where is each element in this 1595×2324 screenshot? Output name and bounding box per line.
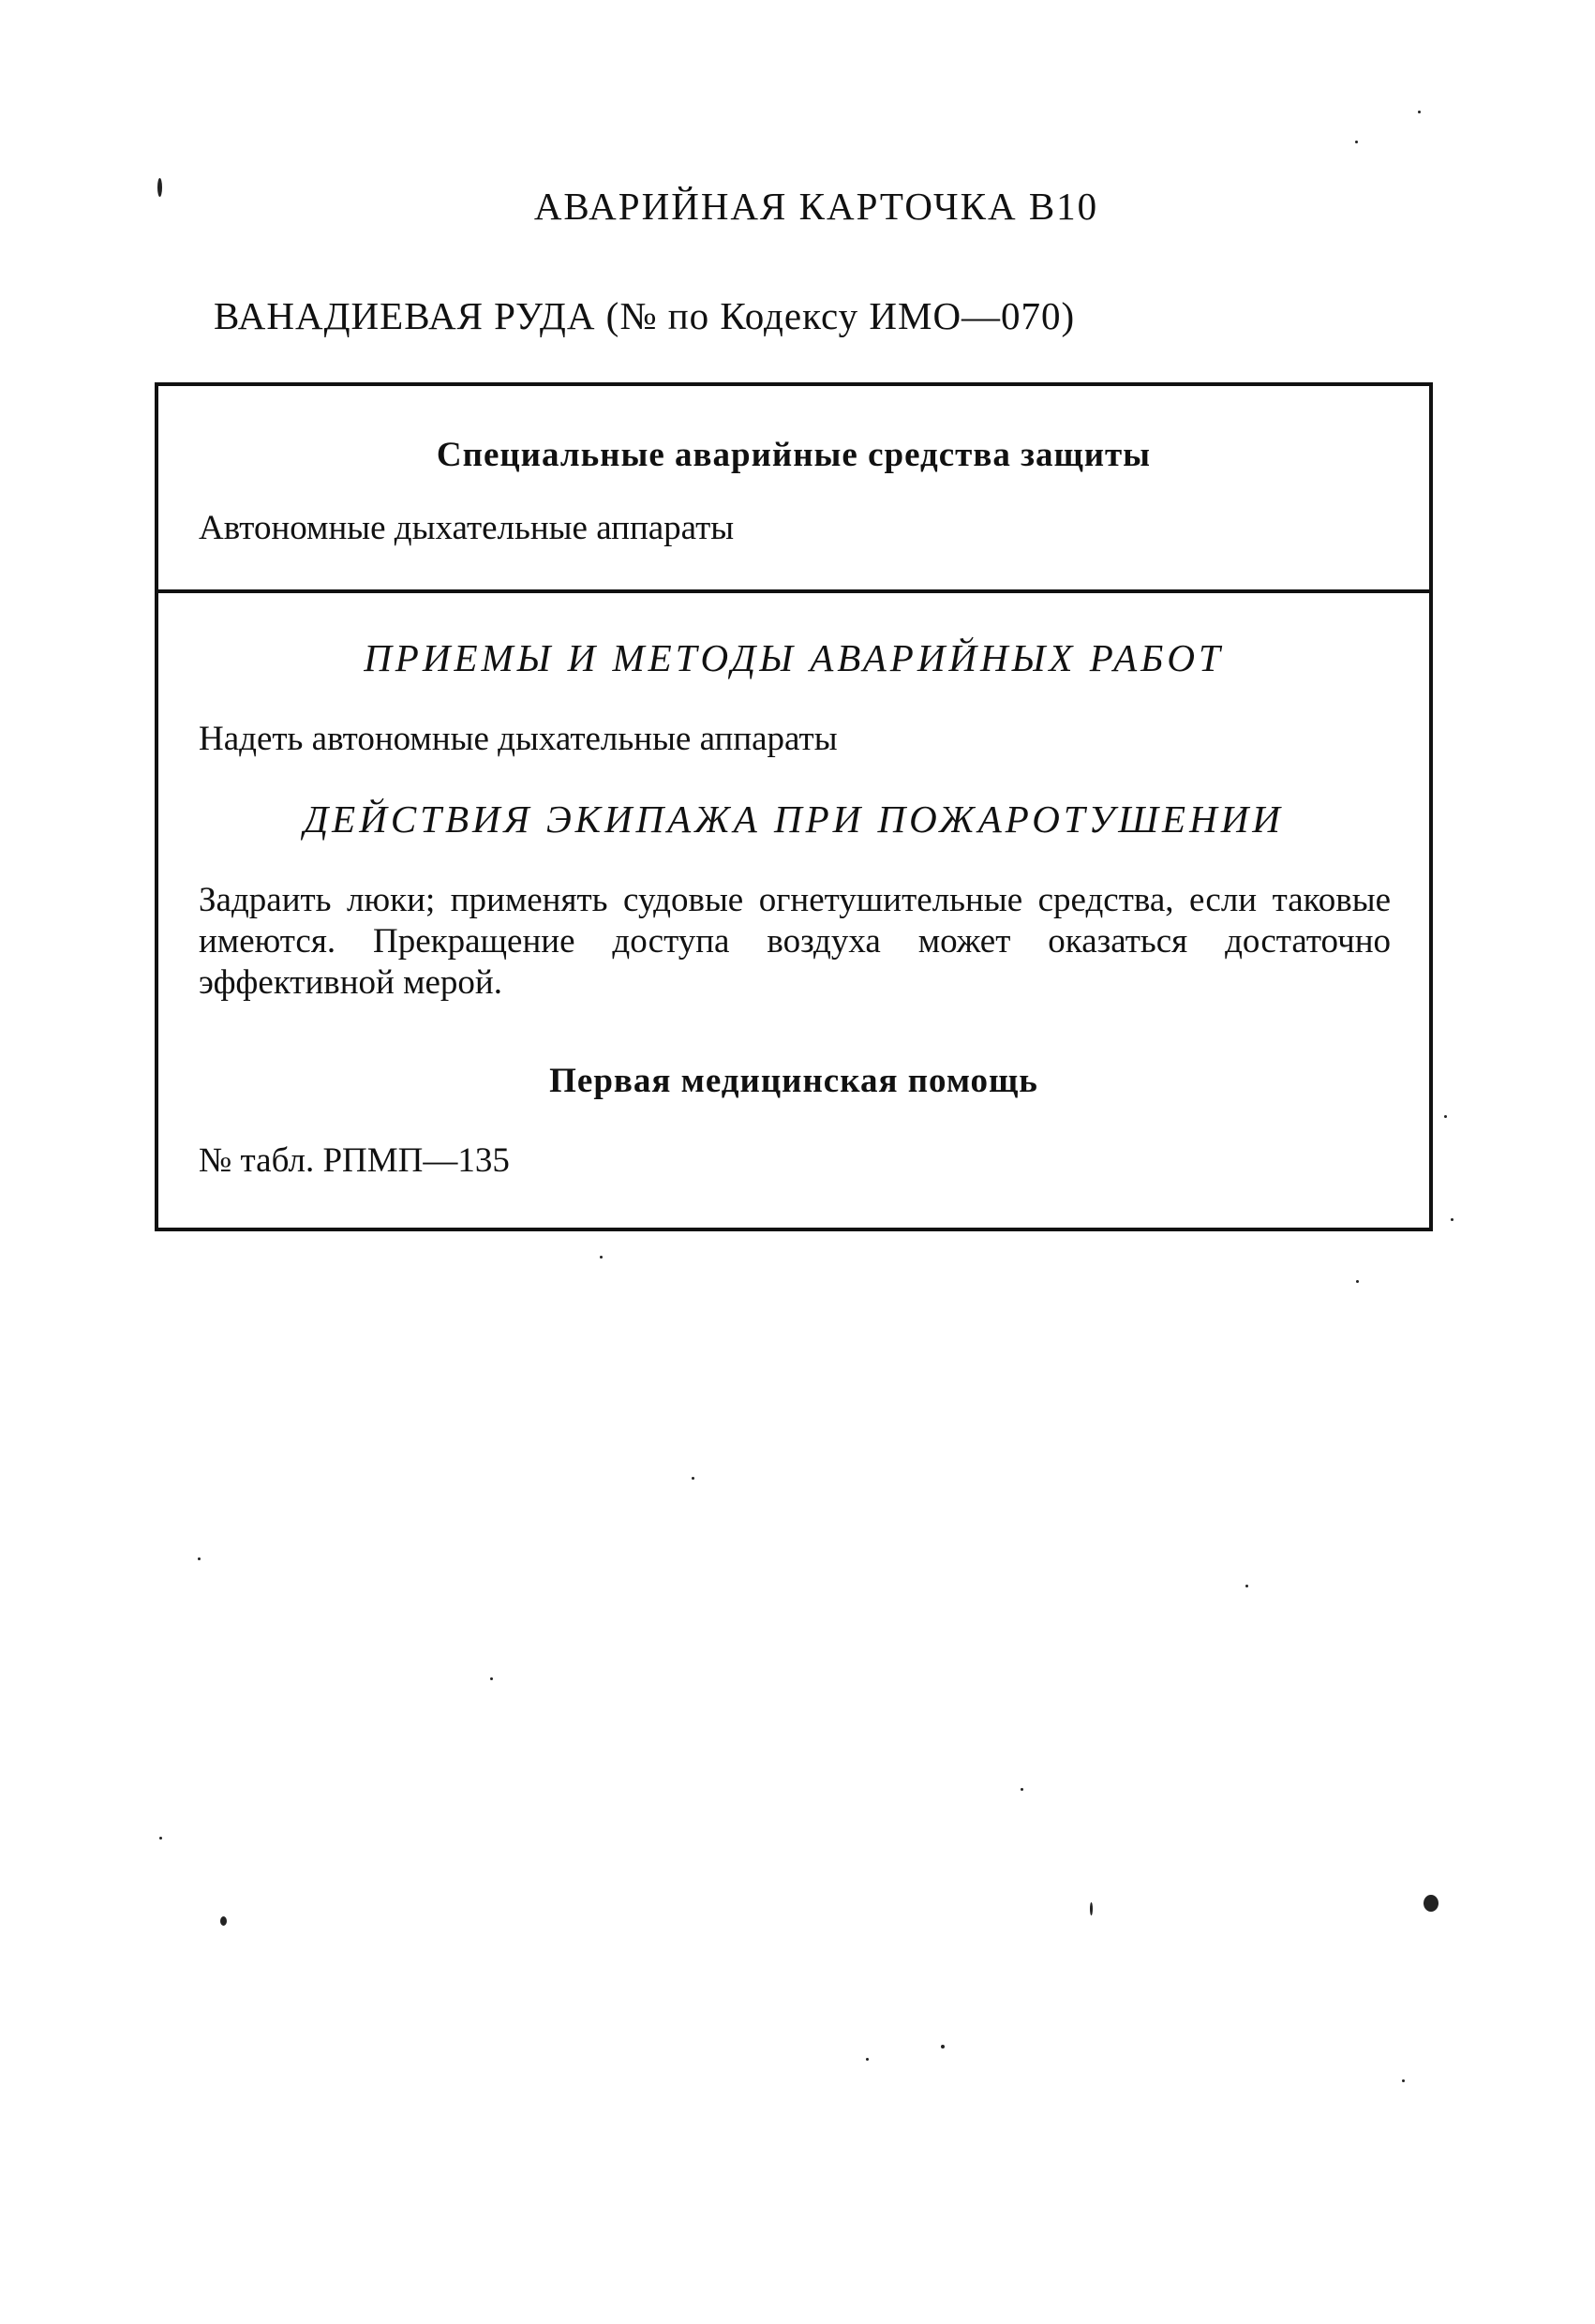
scan-speck xyxy=(1451,1218,1453,1221)
scan-speck xyxy=(1444,1115,1447,1118)
scan-speck xyxy=(941,2045,945,2048)
scan-speck xyxy=(1090,1902,1093,1915)
scan-speck xyxy=(1402,2079,1405,2082)
scan-speck xyxy=(692,1477,694,1480)
scan-speck xyxy=(1356,1280,1359,1283)
scan-speck xyxy=(1355,141,1358,143)
emergency-card-box xyxy=(155,382,1433,1231)
scan-speck xyxy=(600,1256,603,1259)
scan-speck xyxy=(1424,1895,1438,1912)
protection-text: Автономные дыхательные аппараты xyxy=(199,509,735,547)
first-aid-text: № табл. РПМП—135 xyxy=(199,1141,510,1180)
section-divider xyxy=(158,589,1429,593)
scan-speck xyxy=(198,1557,201,1560)
scan-speck xyxy=(220,1916,227,1926)
protection-heading: Специальные аварийные средства защиты xyxy=(436,436,1152,474)
emergency-methods-text: Надеть автономные дыхательные аппараты xyxy=(199,720,838,758)
scan-speck xyxy=(1245,1585,1248,1587)
emergency-methods-heading: ПРИЕМЫ И МЕТОДЫ АВАРИЙНЫХ РАБОТ xyxy=(364,636,1224,679)
scan-speck xyxy=(866,2058,869,2061)
scan-speck xyxy=(157,178,162,197)
scan-speck xyxy=(1021,1788,1023,1791)
scan-speck xyxy=(490,1677,493,1680)
first-aid-heading: Первая медицинская помощь xyxy=(549,1062,1038,1100)
card-title: АВАРИЙНАЯ КАРТОЧКА В10 xyxy=(533,185,1099,228)
firefighting-text: Задраить люки; применять судовые огнетушительные средства, если таковые имеются. Прекращение доступа воздуха может оказаться достаточно эффективной мерой. xyxy=(199,881,1391,1002)
scan-speck xyxy=(1418,111,1421,113)
scan-speck xyxy=(159,1837,162,1840)
cargo-name: ВАНАДИЕВАЯ РУДА (№ по Кодексу ИМО—070) xyxy=(214,294,1076,337)
firefighting-heading: ДЕЙСТВИЯ ЭКИПАЖА ПРИ ПОЖАРОТУШЕНИИ xyxy=(304,797,1284,841)
